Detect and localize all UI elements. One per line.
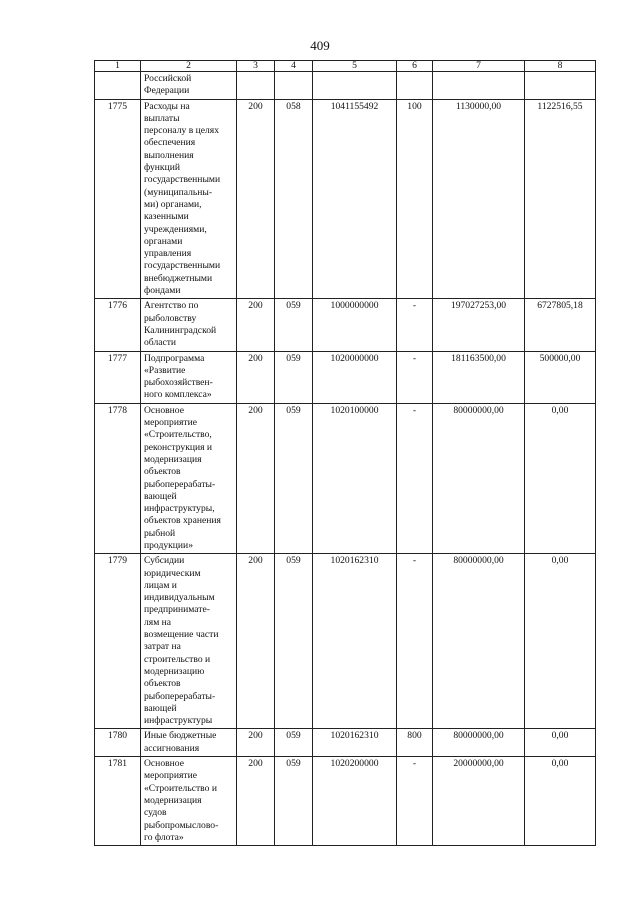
row-col3: 200 [237,299,275,351]
row-col6 [397,72,433,100]
row-col6: - [397,351,433,403]
table-header-row [95,61,596,72]
budget-table [94,60,596,846]
row-col7: 197027253,00 [433,299,525,351]
row-col4 [275,72,313,100]
row-col5: 1020162310 [313,554,397,729]
row-col3: 200 [237,351,275,403]
column-header-4: 4 [275,61,313,72]
row-col7: 80000000,00 [433,403,525,554]
row-name: Субсидии юридическим лицам и индивидуальным предпринимате- лям на возмещение части затрат на строительство и модернизацию объектов рыбоперерабаты- вающей инфраструктуры [141,554,237,729]
row-col4: 059 [275,757,313,846]
row-col6: - [397,299,433,351]
table-row [95,72,596,100]
row-col8: 0,00 [525,554,596,729]
row-col8: 0,00 [525,729,596,757]
row-col7: 1130000,00 [433,99,525,299]
row-number [95,72,141,100]
row-number: 1779 [95,554,141,729]
row-col7: 80000000,00 [433,729,525,757]
column-header-3: 3 [237,61,275,72]
row-col4: 059 [275,403,313,554]
row-col8: 0,00 [525,757,596,846]
row-col5: 1020100000 [313,403,397,554]
column-header-7: 7 [433,61,525,72]
row-name: Основное мероприятие «Строительство, реконструкция и модернизация объектов рыбоперерабаты- вающей инфраструктуры, объектов хранения рыбной продукции» [141,403,237,554]
row-col6: - [397,757,433,846]
row-col8: 6727805,18 [525,299,596,351]
row-number: 1777 [95,351,141,403]
row-col6: 100 [397,99,433,299]
row-col4: 059 [275,351,313,403]
row-col7: 20000000,00 [433,757,525,846]
row-number: 1776 [95,299,141,351]
row-col5: 1000000000 [313,299,397,351]
row-col4: 058 [275,99,313,299]
table-row [95,299,596,351]
table-row [95,99,596,299]
row-col7: 181163500,00 [433,351,525,403]
row-col6: - [397,554,433,729]
row-name: Подпрограмма «Развитие рыбохозяйствен- ного комплекса» [141,351,237,403]
row-col7: 80000000,00 [433,554,525,729]
row-col5: 1020000000 [313,351,397,403]
row-number: 1778 [95,403,141,554]
column-header-2: 2 [141,61,237,72]
column-header-1: 1 [95,61,141,72]
row-col4: 059 [275,299,313,351]
row-col8: 500000,00 [525,351,596,403]
row-col5: 1020162310 [313,729,397,757]
row-col6: 800 [397,729,433,757]
row-name: Иные бюджетные ассигнования [141,729,237,757]
row-col8: 1122516,55 [525,99,596,299]
table-row [95,554,596,729]
row-col3: 200 [237,403,275,554]
column-header-6: 6 [397,61,433,72]
row-name: Расходы на выплаты персоналу в целях обеспечения выполнения функций государственными (муниципальны- ми) органами, казенными учреждениями, органами управления государственными внебюджетными фондами [141,99,237,299]
row-number: 1781 [95,757,141,846]
column-header-8: 8 [525,61,596,72]
row-col4: 059 [275,729,313,757]
table-row [95,757,596,846]
row-col4: 059 [275,554,313,729]
row-col3: 200 [237,757,275,846]
row-name: Основное мероприятие «Строительство и модернизация судов рыбопромыслово- го флота» [141,757,237,846]
column-header-5: 5 [313,61,397,72]
row-col3: 200 [237,99,275,299]
row-col7 [433,72,525,100]
row-number: 1780 [95,729,141,757]
row-col5: 1020200000 [313,757,397,846]
row-col3: 200 [237,729,275,757]
table-row [95,351,596,403]
page-number: 409 [310,38,330,53]
row-col5 [313,72,397,100]
row-number: 1775 [95,99,141,299]
row-col8 [525,72,596,100]
table-row [95,729,596,757]
row-col3 [237,72,275,100]
row-name: Российской Федерации [141,72,237,100]
row-col3: 200 [237,554,275,729]
table-row [95,403,596,554]
row-col6: - [397,403,433,554]
row-col5: 1041155492 [313,99,397,299]
row-col8: 0,00 [525,403,596,554]
row-name: Агентство по рыболовству Калининградской области [141,299,237,351]
